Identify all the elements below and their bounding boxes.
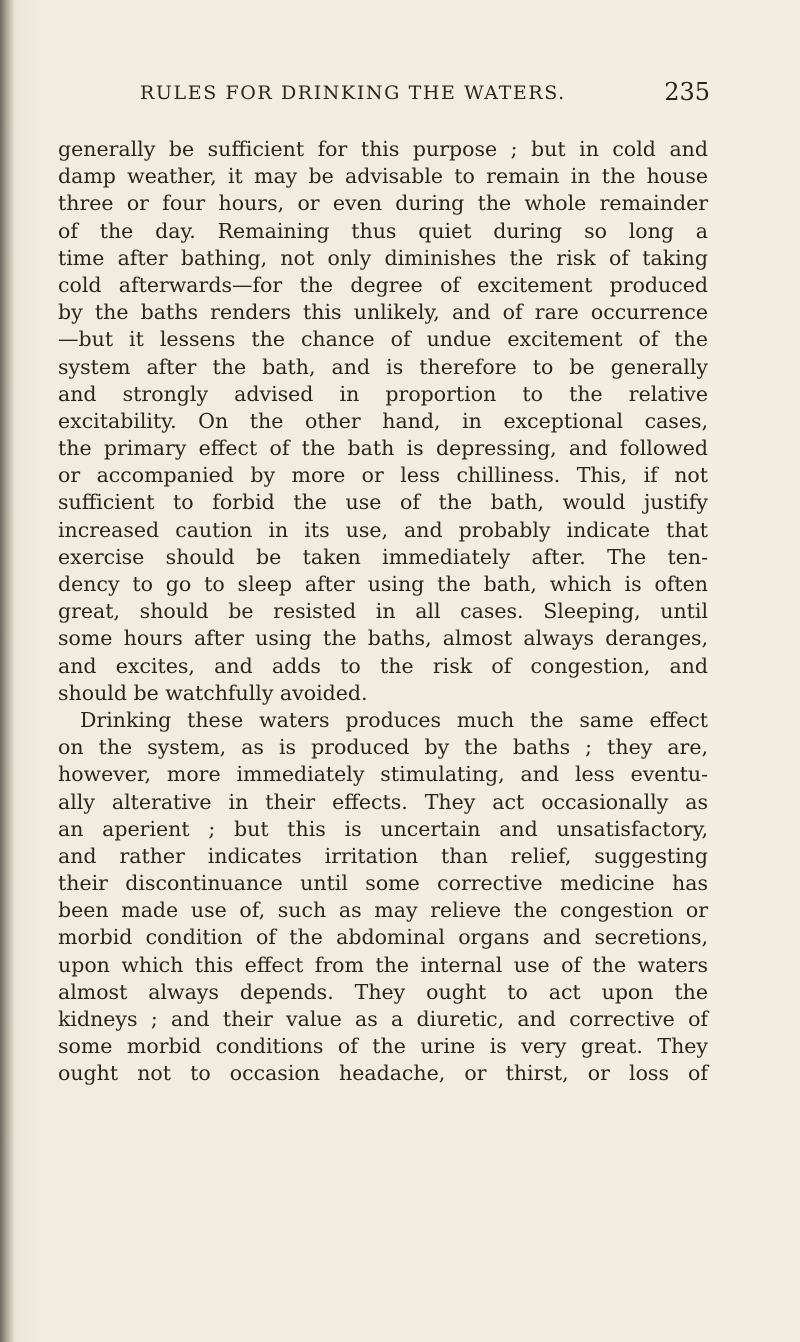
text-line: almost always depends. They ought to act upon the [58, 979, 708, 1004]
text-line: ally alterative in their effects. They act occasionally as [58, 789, 708, 814]
text-line: cold afterwards—for the degree of excitement produced [58, 272, 708, 297]
page-gutter-shadow [0, 0, 14, 1342]
text-line: and strongly advised in proportion to the relative [58, 381, 708, 406]
text-line: of the day. Remaining thus quiet during so long a [58, 218, 708, 243]
text-line: kidneys ; and their value as a diuretic, and corrective of [58, 1007, 708, 1031]
text-line: increased caution in its use, and probably indicate that [58, 517, 708, 542]
text-line: on the system, as is produced by the baths ; they are, [58, 735, 708, 760]
text-line: or accompanied by more or less chilliness. This, if not [58, 463, 708, 488]
text-line: some morbid conditions of the urine is very great. They [58, 1034, 708, 1059]
text-line: by the baths renders this unlikely, and of rare occurrence [58, 300, 708, 325]
text-line: system after the bath, and is therefore to be generally [58, 354, 708, 379]
text-line: sufficient to forbid the use of the bath, would justify [58, 490, 708, 515]
text-line: been made use of, such as may relieve the congestion or [58, 898, 708, 923]
text-line: upon which this effect from the internal use of the waters [58, 952, 708, 977]
text-line: and rather indicates irritation than relief, suggesting [58, 843, 708, 868]
text-line: some hours after using the baths, almost always deranges, [58, 626, 708, 651]
text-line: the primary effect of the bath is depressing, and followed [58, 436, 708, 461]
text-line: however, more immediately stimulating, and less eventu- [58, 762, 708, 787]
text-line: exercise should be taken immediately after. The ten- [58, 544, 708, 569]
running-head: RULES FOR DRINKING THE WATERS. [140, 82, 566, 104]
body-text [58, 136, 708, 1088]
text-line: their discontinuance until some corrective medicine has [58, 871, 708, 896]
text-line: morbid condition of the abdominal organs and secretions, [58, 925, 708, 950]
text-line: and excites, and adds to the risk of congestion, and [58, 653, 708, 678]
text-line: excitability. On the other hand, in exceptional cases, [58, 408, 708, 433]
text-line: damp weather, it may be advisable to remain in the house [58, 164, 708, 189]
text-line: generally be sufficient for this purpose ; but in cold and [58, 137, 708, 161]
paragraph-end-line: should be watchfully avoided. [58, 680, 368, 705]
text-line: great, should be resisted in all cases. Sleeping, until [58, 599, 708, 624]
text-line: ought not to occasion headache, or thirst, or loss of [58, 1061, 708, 1086]
text-line: time after bathing, not only diminishes the risk of taking [58, 245, 708, 270]
paragraph-start-line: Drinking these waters produces much the same effect [80, 707, 708, 732]
text-line: dency to go to sleep after using the bath, which is often [58, 572, 708, 596]
text-line: —but it lessens the chance of undue excitement of the [58, 327, 708, 352]
page-number: 235 [664, 78, 710, 106]
page-header [140, 78, 710, 118]
text-line: an aperient ; but this is uncertain and unsatisfactory, [58, 816, 708, 841]
text-line: three or four hours, or even during the whole remainder [58, 191, 708, 216]
